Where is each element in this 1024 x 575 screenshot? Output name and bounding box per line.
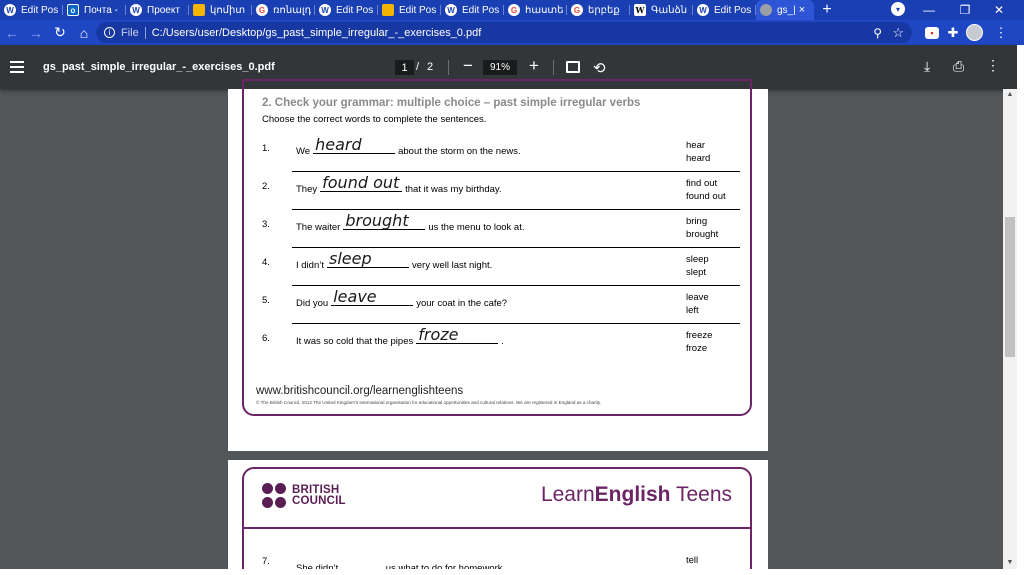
toolbar-divider [553,60,554,75]
question-number: 2. [262,181,270,192]
header-divider [242,527,752,529]
question-row [228,326,768,364]
close-tab-icon[interactable]: × [798,4,806,16]
answer-options [686,329,712,355]
handwritten-answer: heard [315,135,362,154]
row-divider [292,323,740,324]
scroll-up-icon[interactable]: ▲ [1006,91,1014,98]
question-row [228,174,768,212]
zoom-lens-icon[interactable]: ⚲ [873,25,882,40]
question-sentence [296,173,502,195]
reload-icon[interactable]: ↻ [54,24,66,40]
sentence-start: The waiter [296,222,341,233]
option: sleep [686,254,709,265]
sentence-start: They [296,184,318,195]
sentence-start: It was so cold that the pipes [296,336,414,347]
minimize-icon[interactable]: — [923,3,935,17]
browser-tab[interactable]: W Проект [126,0,189,20]
total-pages: 2 [427,61,434,73]
sentence-end: . [501,336,504,347]
omnibox-divider [145,27,146,39]
option: bring [686,216,708,227]
british-council-logo [262,483,346,508]
scroll-thumb[interactable] [1005,217,1015,357]
answer-options [686,139,710,165]
home-icon[interactable]: ⌂ [79,24,89,41]
question-number: 3. [262,219,270,230]
print-icon[interactable]: ⎙ [953,58,965,74]
row-divider [292,209,740,210]
handwritten-answer: froze [418,325,459,344]
answer-blank [416,325,498,344]
active-tab[interactable]: gs_| × [756,0,814,20]
brand-learn: Learn [540,483,595,506]
question-number: 4. [262,257,270,268]
info-icon[interactable]: i [104,27,115,38]
browser-tab[interactable]: W Edit Pos [315,0,378,20]
zoom-input[interactable]: 91% [483,60,517,75]
row-divider [292,171,740,172]
browser-tab[interactable]: W Edit Pos [441,0,504,20]
question-sentence [296,287,508,309]
zoom-out-button[interactable]: − [463,56,473,75]
option: slept [686,267,707,278]
wordpress-icon: W [130,4,142,16]
question-row [228,250,768,288]
british-council-dots-icon [262,483,287,508]
browser-tab[interactable]: կոմիտ [189,0,252,20]
mail-icon: o [67,4,79,16]
question-number: 7. [262,556,270,567]
answer-blank [320,173,402,192]
sentence-start: Did you [296,298,329,309]
row-divider [292,247,740,248]
sentence-end: very well last night. [412,260,493,271]
wordpress-icon: W [319,4,331,16]
browser-tab[interactable]: G ռոնալդ [252,0,315,20]
browser-tab[interactable]: W Edit Pos [693,0,756,20]
browser-tab[interactable]: o Почта - [63,0,126,20]
copyright-notice: © The British Council, 2012 The United Kingdom’s international organisation for educational opportunities and cultural relations. We are registered in England as a charity. [256,400,602,405]
forward-icon[interactable]: → [29,24,43,41]
pdf-filename: gs_past_simple_irregular_-_exercises_0.pdf [43,61,275,73]
fit-to-page-icon[interactable] [566,61,580,73]
option: found out [686,191,726,202]
wikipedia-icon: W [635,5,645,15]
window-edge [1017,45,1024,575]
tab-search-icon[interactable]: ▾ [891,2,905,16]
download-icon[interactable]: ⤓ [924,58,931,74]
website-link[interactable]: www.britishcouncil.org/learnenglishteens [256,385,464,397]
question-number: 5. [262,295,270,306]
tab-strip [0,0,1024,20]
sentence-end: your coat in the cafe? [416,298,508,309]
browser-tab[interactable]: G երբեք [567,0,630,20]
window-edge [0,569,1017,575]
document-icon [193,4,205,16]
brand-english: English [594,483,671,506]
option: brought [686,229,719,240]
close-window-icon[interactable]: ✕ [993,3,1005,17]
browser-tab[interactable]: G հաստե [504,0,567,20]
option: freeze [686,330,713,341]
globe-icon [760,4,772,16]
browser-tab[interactable]: W Edit Pos [0,0,63,20]
more-options-icon[interactable]: ⋮ [986,57,1000,73]
question-sentence [296,249,493,271]
option: hear [686,140,706,151]
url-text: C:/Users/user/Desktop/gs_past_simple_irregular_-_exercises_0.pdf [151,26,482,39]
document-icon [382,4,394,16]
sentence-end: about the storm on the news. [398,146,521,157]
handwritten-answer: sleep [329,249,372,268]
question-number: 6. [262,333,270,344]
answer-blank [327,249,409,268]
wordpress-icon: W [697,4,709,16]
question-row [228,212,768,250]
option: find out [686,178,718,189]
question-row [228,136,768,174]
google-icon: G [571,4,583,16]
extensions-puzzle-icon[interactable]: ✚ [947,24,959,40]
toolbar-divider [448,60,449,75]
section-title: 2. Check your grammar: multiple choice – past simple irregular verbs [262,97,641,109]
learnenglish-teens-logo [541,483,732,507]
restore-icon[interactable]: ❐ [959,3,971,17]
answer-blank [313,135,395,154]
page-separator: / [416,61,420,73]
answer-blank [331,287,413,306]
answer-options [686,253,709,279]
bookmark-star-icon[interactable]: ☆ [892,24,904,40]
pdf-page-2 [228,460,768,575]
page-number-input[interactable]: 1 [395,60,414,75]
answer-blank [343,211,425,230]
scroll-down-icon[interactable]: ▼ [1006,559,1014,566]
rotate-icon[interactable]: ⟲ [593,60,606,77]
answer-options [686,215,718,241]
option: left [686,305,699,316]
avatar[interactable] [966,24,983,41]
answer-options [686,177,726,203]
question-number: 1. [262,143,270,154]
google-icon: G [508,4,520,16]
question-sentence [296,211,525,233]
wordpress-icon: W [445,4,457,16]
sentence-end: that it was my birthday. [405,184,502,195]
sentence-start: We [296,146,311,157]
question-sentence [296,135,521,157]
back-icon[interactable]: ← [5,24,19,41]
logo-line: COUNCIL [292,494,346,507]
url-scheme: File [121,26,139,39]
question-row [228,288,768,326]
zoom-in-button[interactable]: + [529,56,539,75]
instructions: Choose the correct words to complete the sentences. [262,114,487,125]
question-sentence [296,325,504,347]
menu-icon[interactable] [10,61,24,73]
sentence-end: us the menu to look at. [428,222,525,233]
new-tab-button[interactable]: + [822,1,832,18]
british-council-wordmark [292,485,346,507]
handwritten-answer: leave [333,287,377,306]
browser-tab[interactable]: W Գանձն [630,0,693,20]
browser-tab[interactable]: Edit Pos [378,0,441,20]
extension-icon[interactable]: ▪ [925,27,939,39]
option: tell [686,555,699,566]
handwritten-answer: found out [322,173,400,192]
option: leave [686,292,709,303]
brand-teens: Teens [670,483,732,506]
pdf-page-1 [228,89,768,451]
answer-options [686,291,709,317]
address-bar[interactable] [96,22,912,43]
wordpress-icon: W [4,4,16,16]
option: heard [686,153,711,164]
row-divider [292,285,740,286]
chrome-menu-icon[interactable]: ⋮ [994,24,1008,40]
google-icon: G [256,4,268,16]
option: froze [686,343,708,354]
sentence-start: I didn’t [296,260,324,271]
handwritten-answer: brought [345,211,409,230]
vertical-scrollbar[interactable] [1003,89,1017,569]
logo-line: BRITISH [292,483,340,496]
